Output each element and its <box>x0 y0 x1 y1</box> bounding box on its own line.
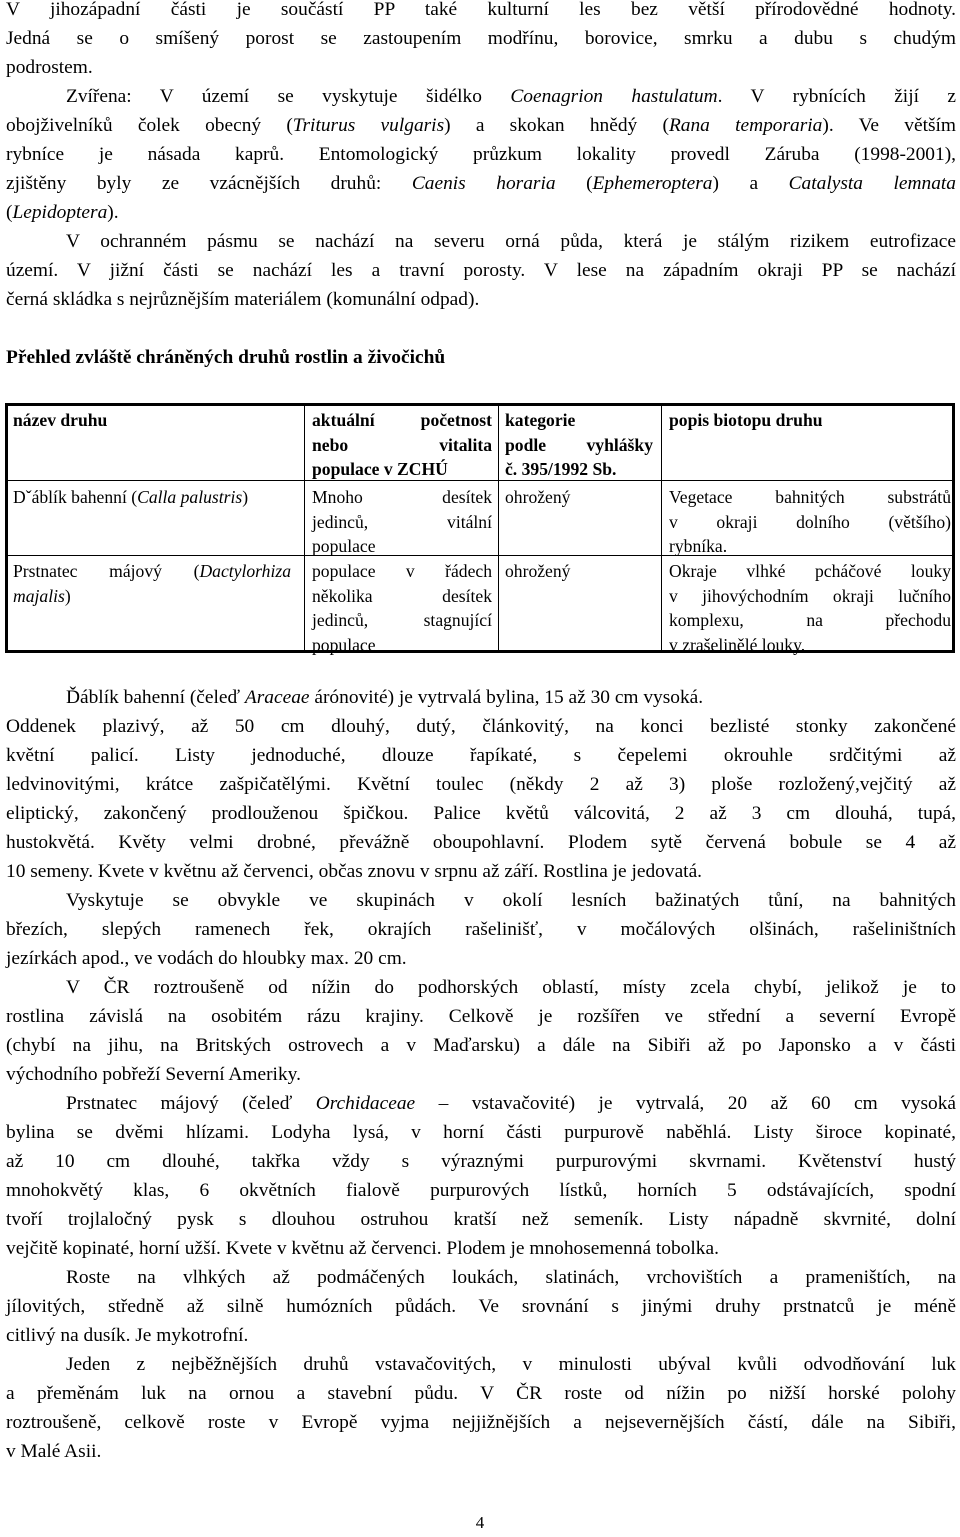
text-line: mnohokvětý klas, 6 okvětních fialově purpurových lístků, horních 5 odstávajících, spodní <box>6 1180 956 1201</box>
text-line: v Malé Asii. <box>6 1441 102 1462</box>
text-line: tvoří trojlaločný pysk s dlouhou ostruhou kratší než semeník. Listy nápadně skvrnité, dolní <box>6 1209 956 1230</box>
text-line: (chybí na jihu, na Britských ostrovech a v Maďarsku) a dále na Sibiři až po Japonsko a v části <box>6 1035 956 1056</box>
table-row-abundance: populace v řádech několika desítek jedinců, stagnující populace <box>312 561 492 655</box>
text-line: roztroušeně, celkově roste v Evropě vyjma nejjižnějších a nejsevernějších částí, dále na Sibiři, <box>6 1412 956 1433</box>
table-header-category: kategorie podle vyhlášky č. 395/1992 Sb. <box>505 410 653 479</box>
text-line: až 10 cm dlouhé, takřka vždy s výraznými purpurovými skvrnami. Květenství hustý <box>6 1151 956 1172</box>
text-line: V ochranném pásmu se nachází na severu orná půda, která je stálým rizikem eutrofizace <box>66 231 956 252</box>
table-row-category: ohrožený <box>505 487 571 507</box>
text-line: zjištěny byly ze vzácnějších druhů: Caenis horaria (Ephemeroptera) a Catalysta lemnata <box>6 173 956 194</box>
table-row-habitat: Vegetace bahnitých substrátů v okraji dolního (většího) rybníka. <box>669 487 951 556</box>
text-line: ledvinovitými, krátce zašpičatělými. Květní toulec (někdy 2 až 3) ploše rozložený,vejčitý až <box>6 774 956 795</box>
text-line: březích, slepých ramenech řek, okrajích rašelinišť, v močálových olšinách, rašeliništních <box>6 919 956 940</box>
table-divider <box>498 406 499 650</box>
text-line: Jedná se o smíšený porost se zastoupením modřínu, borovice, smrku a dubu s chudým <box>6 28 956 49</box>
table-header-species: název druhu <box>13 410 108 430</box>
section-heading: Přehled zvláště chráněných druhů rostlin a živočichů <box>6 347 446 368</box>
page-number: 4 <box>475 1513 485 1532</box>
text-line: vejčitě kopinaté, horní užší. Kvete v květnu až červenci. Plodem je mnohosemenná tobolka. <box>6 1238 719 1259</box>
text-line: obojživelníků čolek obecný (Triturus vulgaris) a skokan hnědý (Rana temporaria). Ve větším <box>6 115 956 136</box>
text-line: Roste na vlhkých až podmáčených loukách, slatinách, vrchovištích a prameništích, na <box>66 1267 956 1288</box>
text-line: rybníce je násada kaprů. Entomologický průzkum lokality provedl Záruba (1998-2001), <box>6 144 956 165</box>
table-header-abundance: aktuální početnost nebo vitalita populace v ZCHÚ <box>312 410 492 479</box>
text-line: Ďáblík bahenní (čeleď Araceae árónovité) je vytrvalá bylina, 15 až 30 cm vysoká. <box>66 687 704 708</box>
text-line: a přeměnám luk na ornou a stavební půdu. V ČR roste od nížin po nižší horské polohy <box>6 1383 956 1404</box>
text-line: bylina se dvěmi hlízami. Lodyha lysá, v horní části purpurově naběhlá. Listy široce kopinaté, <box>6 1122 956 1143</box>
text-line: květní palicí. Listy jednoduché, dlouze řapíkaté, s čepelemi okrouhle srdčitými až <box>6 745 956 766</box>
text-line: citlivý na dusík. Je mykotrofní. <box>6 1325 249 1346</box>
table-row-category: ohrožený <box>505 561 571 581</box>
text-line: jílovitých, středně až silně humózních půdách. Ve srovnání s jinými druhy prstnatců je méně <box>6 1296 956 1317</box>
text-line: Prstnatec májový (čeleď Orchidaceae – vstavačovité) je vytrvalá, 20 až 60 cm vysoká <box>66 1093 957 1114</box>
text-line: území. V jižní části se nachází les a travní porosty. V lese na západním okraji PP se nachází <box>6 260 956 281</box>
text-line: V jihozápadní části je součástí PP také kulturní les bez větší přírodovědné hodnoty. <box>6 0 956 20</box>
text-line: rostlina závislá na osobitém rázu krajiny. Celkově je rozšířen ve střední a severní Evropě <box>6 1006 956 1027</box>
table-row-species: Prstnatec májový (Dactylorhiza majalis) <box>13 561 291 606</box>
text-line: Oddenek plazivý, až 50 cm dlouhý, dutý, článkovitý, na konci bezlisté stonky zakončené <box>6 716 956 737</box>
text-line: jezírkách apod., ve vodách do hloubky max. 20 cm. <box>6 948 407 969</box>
table-row-abundance: Mnoho desítek jedinců, vitální populace <box>312 487 492 556</box>
species-table <box>5 403 955 653</box>
text-line: Zvířena: V území se vyskytuje šidélko Coenagrion hastulatum. V rybnících žijí z <box>66 86 956 107</box>
table-divider <box>304 406 305 650</box>
text-line: 10 semeny. Kvete v květnu až červenci, občas znovu v srpnu až září. Rostlina je jedovatá. <box>6 861 703 882</box>
text-line: eliptický, zakončený prodlouženou špičkou. Palice květů válcovitá, 2 až 3 cm dlouhá, tupá, <box>6 803 956 824</box>
text-line: hustokvětá. Květy velmi drobné, převážně oboupohlavní. Plodem sytě červená bobule se 4 až <box>6 832 956 853</box>
table-row-habitat: Okraje vlhké pcháčové louky v jihovýchodním okraji lučního komplexu, na přechodu v zrašelinělé louky. <box>669 561 951 655</box>
text-line: východního pobřeží Severní Ameriky. <box>6 1064 301 1085</box>
text-line: V ČR roztroušeně od nížin do podhorských oblastí, místy zcela chybí, jelikož je to <box>66 977 956 998</box>
text-line: Vyskytuje se obvykle ve skupinách v okolí lesních bažinatých tůní, na bahnitých <box>66 890 956 911</box>
text-line: Jeden z nejběžnějších druhů vstavačovitých, v minulosti ubýval kvůli odvodňování luk <box>66 1354 956 1375</box>
table-row-species: Dˇáblík bahenní (Calla palustris) <box>13 487 249 507</box>
text-line: černá skládka s nejrůznějším materiálem (komunální odpad). <box>6 289 480 310</box>
text-line: (Lepidoptera). <box>6 202 119 223</box>
table-header-habitat: popis biotopu druhu <box>669 410 823 430</box>
table-divider <box>661 406 662 650</box>
text-line: podrostem. <box>6 57 93 78</box>
